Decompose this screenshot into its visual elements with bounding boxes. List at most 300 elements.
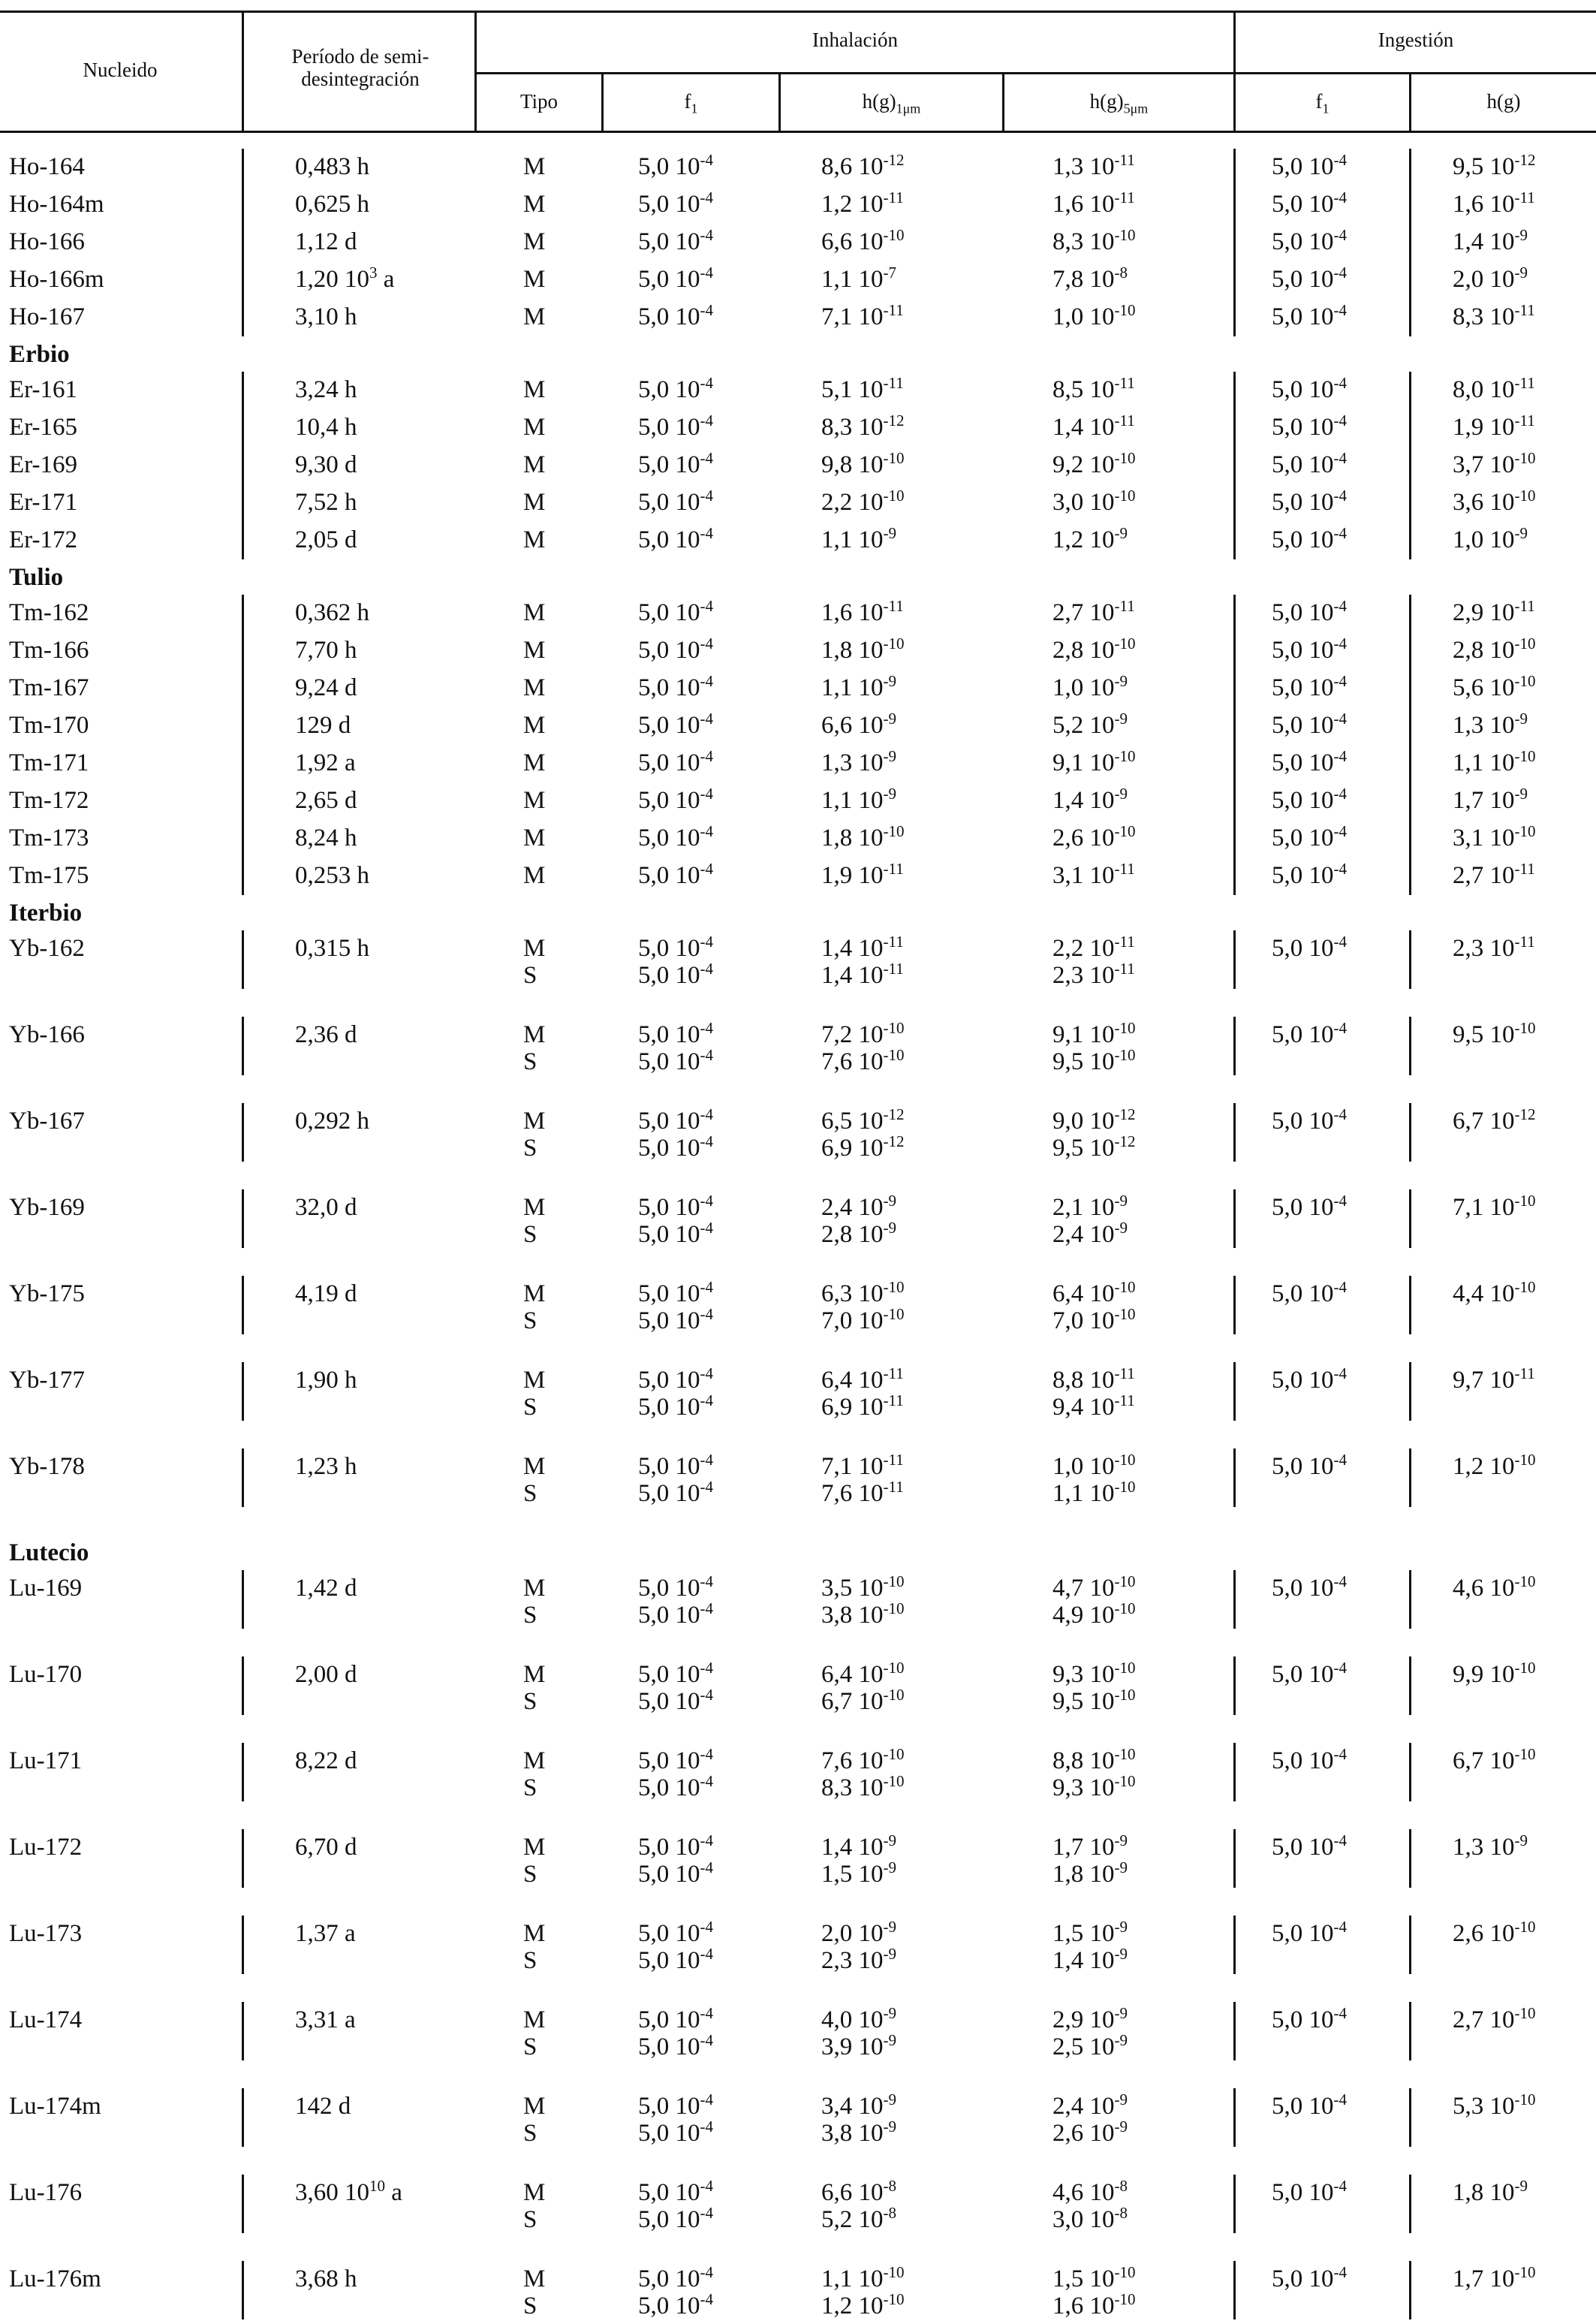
column-rule (1233, 1103, 1236, 1162)
inhalation-f1: 5,0 $10^{-4}$ (638, 449, 713, 478)
col-nuclide-header: Nucleido (83, 59, 158, 81)
column-rule (1233, 707, 1236, 745)
absorption-type: S (523, 1688, 538, 1715)
column-rule (242, 261, 244, 299)
half-life: 7,52 h (295, 489, 357, 516)
inhalation-h-5um: 9,3 $10^{-10}$ (1052, 1772, 1136, 1801)
nuclide-name: Lu-173 (9, 1920, 83, 1947)
inhalation-f1: 5,0 $10^{-4}$ (638, 1278, 713, 1307)
inhalation-h-1um: 6,6 $10^{-8}$ (821, 2177, 896, 2206)
absorption-type: S (523, 1307, 538, 1334)
inhalation-f1: 5,0 $10^{-4}$ (638, 1918, 713, 1947)
inhalation-h-1um: 7,1 $10^{-11}$ (821, 1451, 904, 1480)
half-life: 1,92 a (295, 749, 356, 776)
absorption-type: S (523, 2033, 538, 2060)
ingestion-h: 2,9 $10^{-11}$ (1453, 597, 1535, 626)
inhalation-f1: 5,0 $10^{-4}$ (638, 1686, 713, 1715)
col-ing-h-header: h(g) (1486, 90, 1521, 113)
inhalation-f1: 5,0 $10^{-4}$ (638, 635, 713, 664)
inhalation-f1: 5,0 $10^{-4}$ (638, 1219, 713, 1248)
half-life: 3,10 h (295, 303, 357, 330)
nuclide-name: Lu-174m (9, 2093, 101, 2120)
absorption-type: S (523, 1048, 538, 1075)
column-rule (1233, 409, 1236, 447)
inhalation-h-1um: 3,4 $10^{-9}$ (821, 2090, 896, 2120)
half-life: 2,36 d (295, 1021, 357, 1048)
ingestion-f1: 5,0 $10^{-4}$ (1272, 1918, 1347, 1947)
absorption-type: M (523, 1280, 546, 1307)
nuclide-name: Yb-162 (9, 935, 85, 962)
nuclide-name: Lu-174 (9, 2006, 83, 2033)
inhalation-f1: 5,0 $10^{-4}$ (638, 264, 713, 293)
ingestion-h: 2,8 $10^{-10}$ (1453, 635, 1536, 664)
column-rule (1233, 820, 1236, 858)
inhalation-h-1um: 3,8 $10^{-9}$ (821, 2118, 896, 2147)
ingestion-h: 2,0 $10^{-9}$ (1453, 264, 1528, 293)
inhalation-h-5um: 2,4 $10^{-9}$ (1052, 2090, 1128, 2120)
column-rule (1409, 1017, 1411, 1075)
column-rule (242, 782, 244, 820)
inhalation-h-5um: 2,1 $10^{-9}$ (1052, 1192, 1128, 1221)
inhalation-h-5um: 1,0 $10^{-10}$ (1052, 301, 1136, 330)
inhalation-h-1um: 7,6 $10^{-10}$ (821, 1745, 905, 1774)
inhalation-h-5um: 8,5 $10^{-11}$ (1052, 374, 1135, 403)
absorption-type: M (523, 1575, 546, 1602)
column-rule (242, 2002, 244, 2060)
column-rule (1233, 1570, 1236, 1629)
inhalation-f1: 5,0 $10^{-4}$ (638, 2177, 713, 2206)
nuclide-name: Tm-166 (9, 637, 89, 664)
ingestion-f1: 5,0 $10^{-4}$ (1272, 822, 1347, 852)
absorption-type: M (523, 1108, 546, 1135)
inhalation-f1: 5,0 $10^{-4}$ (638, 2290, 713, 2319)
inhalation-h-5um: 1,4 $10^{-11}$ (1052, 411, 1135, 441)
column-rule (242, 186, 244, 224)
ingestion-f1: 5,0 $10^{-4}$ (1272, 672, 1347, 701)
inhalation-f1: 5,0 $10^{-4}$ (638, 960, 713, 989)
ingestion-f1: 5,0 $10^{-4}$ (1272, 1572, 1347, 1602)
column-rule (242, 1189, 244, 1248)
ingestion-f1: 5,0 $10^{-4}$ (1272, 2263, 1347, 2292)
nuclide-name: Tm-170 (9, 712, 89, 739)
column-rule (1233, 595, 1236, 632)
column-rule (1409, 930, 1411, 989)
inhalation-f1: 5,0 $10^{-4}$ (638, 1132, 713, 1162)
column-rule (1233, 447, 1236, 484)
inhalation-h-5um: 8,8 $10^{-10}$ (1052, 1745, 1136, 1774)
inhalation-h-5um: 2,6 $10^{-9}$ (1052, 2118, 1128, 2147)
inhalation-f1: 5,0 $10^{-4}$ (638, 2118, 713, 2147)
absorption-type: S (523, 1947, 538, 1974)
inhalation-h-1um: 1,9 $10^{-11}$ (821, 860, 904, 889)
nuclide-name: Yb-175 (9, 1280, 85, 1307)
inhalation-h-5um: 9,4 $10^{-11}$ (1052, 1391, 1135, 1421)
inhalation-h-5um: 1,0 $10^{-9}$ (1052, 672, 1128, 701)
column-rule (242, 858, 244, 895)
column-rule (242, 149, 244, 186)
column-rule (242, 299, 244, 336)
column-rule (242, 707, 244, 745)
inhalation-h-1um: 3,5 $10^{-10}$ (821, 1572, 905, 1602)
group-header: Erbio (9, 341, 70, 368)
inhalation-h-1um: 1,2 $10^{-11}$ (821, 188, 904, 218)
absorption-type: S (523, 2292, 538, 2319)
inhalation-f1: 5,0 $10^{-4}$ (638, 411, 713, 441)
column-rule (1233, 858, 1236, 895)
column-rule (1233, 1017, 1236, 1075)
column-rule (1233, 1743, 1236, 1801)
inhalation-h-1um: 7,0 $10^{-10}$ (821, 1305, 905, 1334)
inhalation-h-1um: 1,1 $10^{-10}$ (821, 2263, 905, 2292)
absorption-type: M (523, 599, 546, 626)
column-rule (1233, 745, 1236, 782)
column-rule (1409, 1189, 1411, 1248)
absorption-type: M (523, 862, 546, 889)
inhalation-h-5um: 1,0 $10^{-10}$ (1052, 1451, 1136, 1480)
ingestion-f1: 5,0 $10^{-4}$ (1272, 2090, 1347, 2120)
ingestion-f1: 5,0 $10^{-4}$ (1272, 188, 1347, 218)
column-rule (1409, 1916, 1411, 1974)
inhalation-h-1um: 1,4 $10^{-9}$ (821, 1831, 896, 1861)
inhalation-h-5um: 1,7 $10^{-9}$ (1052, 1831, 1128, 1861)
absorption-type: M (523, 228, 546, 255)
ingestion-h: 2,7 $10^{-10}$ (1453, 2004, 1536, 2033)
inhalation-h-1um: 2,2 $10^{-10}$ (821, 487, 905, 516)
inhalation-h-5um: 2,7 $10^{-11}$ (1052, 597, 1135, 626)
inhalation-h-1um: 7,6 $10^{-10}$ (821, 1046, 905, 1075)
inhalation-f1: 5,0 $10^{-4}$ (638, 1659, 713, 1688)
nuclide-name: Er-165 (9, 414, 77, 441)
inhalation-f1: 5,0 $10^{-4}$ (638, 1831, 713, 1861)
column-rule (242, 2088, 244, 2147)
inhalation-h-5um: 2,5 $10^{-9}$ (1052, 2031, 1128, 2060)
column-rule (242, 1103, 244, 1162)
inhalation-h-1um: 6,5 $10^{-12}$ (821, 1105, 905, 1135)
column-rule (1233, 2002, 1236, 2060)
column-rule (1233, 522, 1236, 559)
half-life: 1,23 h (295, 1453, 357, 1480)
ingestion-h: 8,3 $10^{-11}$ (1453, 301, 1535, 330)
column-rule (1233, 1276, 1236, 1334)
column-rule (1233, 224, 1236, 261)
ingestion-h: 1,8 $10^{-9}$ (1453, 2177, 1528, 2206)
inhalation-h-1um: 1,1 $10^{-9}$ (821, 524, 896, 553)
group-header: Iterbio (9, 900, 83, 927)
column-rule (1233, 2088, 1236, 2147)
nuclide-name: Er-171 (9, 489, 77, 516)
inhalation-h-5um: 8,3 $10^{-10}$ (1052, 226, 1136, 255)
top-rule (0, 11, 1596, 13)
half-life: 0,625 h (295, 191, 369, 218)
inhalation-f1: 5,0 $10^{-4}$ (638, 1364, 713, 1394)
nuclide-name: Lu-172 (9, 1834, 83, 1861)
inhalation-h-1um: 1,8 $10^{-10}$ (821, 822, 905, 852)
header-divider-1 (242, 11, 244, 132)
ingestion-f1: 5,0 $10^{-4}$ (1272, 1278, 1347, 1307)
column-rule (242, 522, 244, 559)
column-rule (1409, 522, 1411, 559)
column-rule (1233, 632, 1236, 670)
inhalation-f1: 5,0 $10^{-4}$ (638, 1599, 713, 1629)
inhalation-h-1um: 1,2 $10^{-10}$ (821, 2290, 905, 2319)
inhalation-f1: 5,0 $10^{-4}$ (638, 597, 713, 626)
ingestion-h: 3,1 $10^{-10}$ (1453, 822, 1536, 852)
column-rule (1233, 782, 1236, 820)
absorption-type: S (523, 1861, 538, 1888)
inhalation-f1: 5,0 $10^{-4}$ (638, 672, 713, 701)
nuclide-name: Ho-166 (9, 228, 85, 255)
column-rule (242, 1570, 244, 1629)
inhalation-h-5um: 9,0 $10^{-12}$ (1052, 1105, 1136, 1135)
column-rule (242, 1829, 244, 1888)
column-rule (242, 745, 244, 782)
nuclide-name: Tm-173 (9, 824, 89, 852)
inhalation-h-5um: 1,5 $10^{-9}$ (1052, 1918, 1128, 1947)
inhalation-h-1um: 7,2 $10^{-10}$ (821, 1019, 905, 1048)
inhalation-f1: 5,0 $10^{-4}$ (638, 1019, 713, 1048)
inhalation-h-5um: 1,6 $10^{-11}$ (1052, 188, 1135, 218)
inhalation-f1: 5,0 $10^{-4}$ (638, 2090, 713, 2120)
absorption-type: M (523, 266, 546, 293)
column-rule (1409, 372, 1411, 409)
inhalation-f1: 5,0 $10^{-4}$ (638, 822, 713, 852)
half-life: 9,30 d (295, 451, 357, 478)
ingestion-f1: 5,0 $10^{-4}$ (1272, 635, 1347, 664)
column-rule (1409, 820, 1411, 858)
nuclide-name: Ho-164m (9, 191, 104, 218)
half-life: 0,362 h (295, 599, 369, 626)
absorption-type: M (523, 451, 546, 478)
column-rule (1409, 707, 1411, 745)
column-rule (242, 224, 244, 261)
inhalation-f1: 5,0 $10^{-4}$ (638, 151, 713, 180)
column-rule (1409, 2088, 1411, 2147)
ingestion-h: 9,5 $10^{-10}$ (1453, 1019, 1536, 1048)
inhalation-f1: 5,0 $10^{-4}$ (638, 2004, 713, 2033)
nuclide-name: Tm-172 (9, 787, 89, 814)
inhalation-h-5um: 9,2 $10^{-10}$ (1052, 449, 1136, 478)
ingestion-h: 9,9 $10^{-10}$ (1453, 1659, 1536, 1688)
column-rule (1409, 447, 1411, 484)
inhalation-h-1um: 4,0 $10^{-9}$ (821, 2004, 896, 2033)
absorption-type: M (523, 489, 546, 516)
inhalation-h-1um: 6,6 $10^{-9}$ (821, 710, 896, 739)
ingestion-h: 2,6 $10^{-10}$ (1453, 1918, 1536, 1947)
ingestion-h: 1,7 $10^{-10}$ (1453, 2263, 1536, 2292)
column-rule (1409, 858, 1411, 895)
half-life: 2,00 d (295, 1661, 357, 1688)
inhalation-h-5um: 1,1 $10^{-10}$ (1052, 1478, 1136, 1507)
ingestion-h: 1,4 $10^{-9}$ (1453, 226, 1528, 255)
inhalation-h-1um: 8,3 $10^{-10}$ (821, 1772, 905, 1801)
ingestion-f1: 5,0 $10^{-4}$ (1272, 1364, 1347, 1394)
inhalation-f1: 5,0 $10^{-4}$ (638, 747, 713, 776)
inhalation-h-5um: 1,4 $10^{-9}$ (1052, 1945, 1128, 1974)
column-rule (1409, 745, 1411, 782)
absorption-type: M (523, 824, 546, 852)
absorption-type: S (523, 1602, 538, 1629)
absorption-type: M (523, 2179, 546, 2206)
ingestion-f1: 5,0 $10^{-4}$ (1272, 374, 1347, 403)
ingestion-h: 9,5 $10^{-12}$ (1453, 151, 1536, 180)
absorption-type: M (523, 303, 546, 330)
column-rule (1233, 484, 1236, 522)
ingestion-h: 1,3 $10^{-9}$ (1453, 710, 1528, 739)
half-life: 0,315 h (295, 935, 369, 962)
half-life: 0,292 h (295, 1108, 369, 1135)
column-rule (1409, 2002, 1411, 2060)
inhalation-h-1um: 1,4 $10^{-11}$ (821, 933, 904, 962)
absorption-type: S (523, 1135, 538, 1162)
absorption-type: M (523, 376, 546, 403)
nuclide-name: Er-161 (9, 376, 77, 403)
column-rule (242, 484, 244, 522)
column-rule (242, 372, 244, 409)
inhalation-h-5um: 1,6 $10^{-10}$ (1052, 2290, 1136, 2319)
column-rule (1233, 261, 1236, 299)
half-life: 1,42 d (295, 1575, 357, 1602)
inhalation-h-5um: 1,8 $10^{-9}$ (1052, 1858, 1128, 1888)
inhalation-h-1um: 7,6 $10^{-11}$ (821, 1478, 904, 1507)
absorption-type: S (523, 1774, 538, 1801)
inhalation-h-1um: 6,9 $10^{-11}$ (821, 1391, 904, 1421)
inhalation-f1: 5,0 $10^{-4}$ (638, 2263, 713, 2292)
inhalation-f1: 5,0 $10^{-4}$ (638, 226, 713, 255)
inhalation-f1: 5,0 $10^{-4}$ (638, 188, 713, 218)
column-rule (242, 820, 244, 858)
inhalation-h-1um: 2,8 $10^{-9}$ (821, 1219, 896, 1248)
inhalation-f1: 5,0 $10^{-4}$ (638, 785, 713, 814)
ingestion-h: 9,7 $10^{-11}$ (1453, 1364, 1535, 1394)
ingestion-h: 1,9 $10^{-11}$ (1453, 411, 1535, 441)
inhalation-h-5um: 7,8 $10^{-8}$ (1052, 264, 1128, 293)
ingestion-h: 4,6 $10^{-10}$ (1453, 1572, 1536, 1602)
nuclide-name: Yb-177 (9, 1367, 85, 1394)
inhalation-h-5um: 5,2 $10^{-9}$ (1052, 710, 1128, 739)
half-life: 129 d (295, 712, 351, 739)
inhalation-f1: 5,0 $10^{-4}$ (638, 860, 713, 889)
column-rule (1409, 1362, 1411, 1421)
column-rule (1233, 1448, 1236, 1507)
inhalation-h-5um: 4,6 $10^{-8}$ (1052, 2177, 1128, 2206)
column-rule (242, 1448, 244, 1507)
inhalation-h-1um: 1,6 $10^{-11}$ (821, 597, 904, 626)
col-halflife-header-line2: desintegración (301, 68, 420, 90)
inhalation-h-5um: 9,1 $10^{-10}$ (1052, 747, 1136, 776)
column-rule (1233, 1362, 1236, 1421)
nuclide-name: Lu-176m (9, 2265, 101, 2292)
half-life: 3,60 $10^{10}$ a (295, 2177, 402, 2206)
nuclide-name: Ho-167 (9, 303, 85, 330)
inhalation-h-5um: 9,5 $10^{-10}$ (1052, 1686, 1136, 1715)
absorption-type: M (523, 1367, 546, 1394)
inhalation-h-5um: 3,0 $10^{-8}$ (1052, 2204, 1128, 2233)
group-header: Tulio (9, 564, 64, 591)
column-rule (1233, 1829, 1236, 1888)
inhalation-f1: 5,0 $10^{-4}$ (638, 1105, 713, 1135)
inhalation-f1: 5,0 $10^{-4}$ (638, 1745, 713, 1774)
inhalation-h-5um: 9,5 $10^{-10}$ (1052, 1046, 1136, 1075)
absorption-type: M (523, 414, 546, 441)
half-life: 7,70 h (295, 637, 357, 664)
nuclide-name: Er-169 (9, 451, 77, 478)
half-life: 0,253 h (295, 862, 369, 889)
column-rule (242, 1362, 244, 1421)
column-rule (1409, 1276, 1411, 1334)
column-rule (242, 409, 244, 447)
column-rule (242, 1916, 244, 1974)
absorption-type: M (523, 153, 546, 180)
inhalation-h-1um: 1,3 $10^{-9}$ (821, 747, 896, 776)
nuclide-name: Lu-170 (9, 1661, 83, 1688)
column-rule (1409, 632, 1411, 670)
col-inhalation-header: Inhalación (812, 29, 898, 51)
half-life: 4,19 d (295, 1280, 357, 1307)
ingestion-h: 1,3 $10^{-9}$ (1453, 1831, 1528, 1861)
column-rule (1233, 186, 1236, 224)
inhalation-h-5um: 9,5 $10^{-12}$ (1052, 1132, 1136, 1162)
ingestion-f1: 5,0 $10^{-4}$ (1272, 860, 1347, 889)
absorption-type: M (523, 787, 546, 814)
half-life: 1,90 h (295, 1367, 357, 1394)
inhalation-f1: 5,0 $10^{-4}$ (638, 487, 713, 516)
half-life: 1,12 d (295, 228, 357, 255)
column-rule (242, 1656, 244, 1715)
ingestion-h: 4,4 $10^{-10}$ (1453, 1278, 1536, 1307)
inhalation-f1: 5,0 $10^{-4}$ (638, 374, 713, 403)
absorption-type: M (523, 674, 546, 701)
inhalation-h-1um: 6,6 $10^{-10}$ (821, 226, 905, 255)
inhalation-f1: 5,0 $10^{-4}$ (638, 1945, 713, 1974)
inhalation-h-5um: 3,1 $10^{-11}$ (1052, 860, 1135, 889)
absorption-type: S (523, 2206, 538, 2233)
inhalation-h-5um: 1,3 $10^{-11}$ (1052, 151, 1135, 180)
inhalation-f1: 5,0 $10^{-4}$ (638, 2031, 713, 2060)
nuclide-name: Yb-178 (9, 1453, 85, 1480)
ingestion-h: 7,1 $10^{-10}$ (1453, 1192, 1536, 1221)
half-life: 3,31 a (295, 2006, 356, 2033)
column-rule (242, 1017, 244, 1075)
ingestion-f1: 5,0 $10^{-4}$ (1272, 301, 1347, 330)
half-life: 6,70 d (295, 1834, 357, 1861)
ingestion-f1: 5,0 $10^{-4}$ (1272, 1451, 1347, 1480)
inhalation-h-1um: 1,1 $10^{-9}$ (821, 785, 896, 814)
column-rule (242, 447, 244, 484)
ingestion-f1: 5,0 $10^{-4}$ (1272, 226, 1347, 255)
column-rule (242, 2261, 244, 2319)
ingestion-f1: 5,0 $10^{-4}$ (1272, 597, 1347, 626)
ingestion-f1: 5,0 $10^{-4}$ (1272, 411, 1347, 441)
half-life: 1,20 $10^3$ a (295, 264, 395, 293)
absorption-type: M (523, 935, 546, 962)
ingestion-h: 1,0 $10^{-9}$ (1453, 524, 1528, 553)
inhalation-h-5um: 2,6 $10^{-10}$ (1052, 822, 1136, 852)
absorption-type: M (523, 1021, 546, 1048)
ingestion-f1: 5,0 $10^{-4}$ (1272, 449, 1347, 478)
column-rule (1409, 782, 1411, 820)
inhalation-f1: 5,0 $10^{-4}$ (638, 1478, 713, 1507)
inhalation-h-5um: 6,4 $10^{-10}$ (1052, 1278, 1136, 1307)
absorption-type: S (523, 1480, 538, 1507)
inhalation-h-1um: 3,8 $10^{-10}$ (821, 1599, 905, 1629)
col-f1-header: $f_1$ (684, 90, 698, 116)
inhalation-f1: 5,0 $10^{-4}$ (638, 1572, 713, 1602)
col-ingestion-header: Ingestión (1378, 29, 1454, 51)
absorption-type: M (523, 712, 546, 739)
nuclide-name: Yb-166 (9, 1021, 85, 1048)
ingestion-f1: 5,0 $10^{-4}$ (1272, 487, 1347, 516)
column-rule (1409, 595, 1411, 632)
